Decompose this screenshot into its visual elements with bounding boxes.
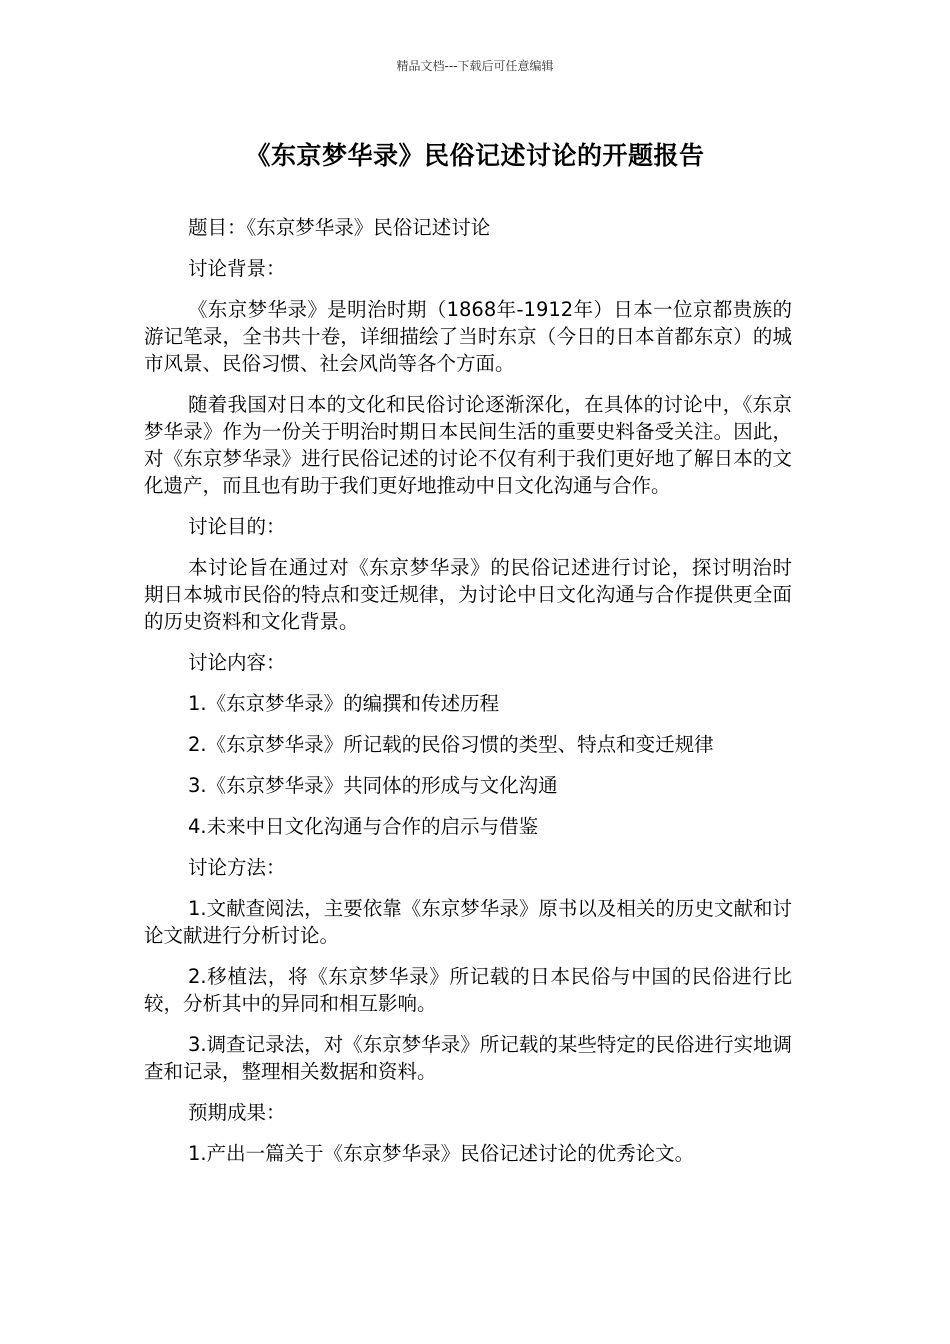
topic-line: 题目：《东京梦华录》民俗记述讨论 xyxy=(188,216,491,239)
method-item-2: 2.移植法，将《东京梦华录》所记载的日本民俗与中国的民俗进行比较，分析其中的异同和相互影响。 xyxy=(144,965,792,1015)
method-item-1: 1.文献查阅法，主要依靠《东京梦华录》原书以及相关的历史文献和讨论文献进行分析讨论。 xyxy=(144,897,792,947)
result-item-1: 1.产出一篇关于《东京梦华录》民俗记述讨论的优秀论文。 xyxy=(188,1142,695,1165)
header-note: 精品文档---下载后可任意编辑 xyxy=(396,59,554,73)
section-heading-background: 讨论背景： xyxy=(188,257,286,280)
content-item-3: 3.《东京梦华录》共同体的形成与文化沟通 xyxy=(188,774,558,797)
paragraph-purpose: 本讨论旨在通过对《东京梦华录》的民俗记述进行讨论，探讨明治时期日本城市民俗的特点和变迁规律，为讨论中日文化沟通与合作提供更全面的历史资料和文化背景。 xyxy=(144,556,792,633)
document-body xyxy=(144,214,792,1181)
content-item-4: 4.未来中日文化沟通与合作的启示与借鉴 xyxy=(188,815,539,838)
paragraph-background-1: 《东京梦华录》是明治时期（1868年-1912年）日本一位京都贵族的游记笔录，全书共十卷，详细描绘了当时东京（今日的日本首都东京）的城市风景、民俗习惯、社会风尚等各个方面。 xyxy=(144,298,792,375)
content-item-1: 1.《东京梦华录》的编撰和传述历程 xyxy=(188,692,500,715)
section-heading-content: 讨论内容： xyxy=(188,651,286,674)
section-heading-method: 讨论方法： xyxy=(188,856,286,879)
paragraph-background-2: 随着我国对日本的文化和民俗讨论逐渐深化，在具体的讨论中，《东京梦华录》作为一份关于明治时期日本民间生活的重要史料备受关注。因此，对《东京梦华录》进行民俗记述的讨论不仅有利于我们更好地了解日本的文化遗产，而且也有助于我们更好地推动中日文化沟通与合作。 xyxy=(144,393,792,497)
content-item-2: 2.《东京梦华录》所记载的民俗习惯的类型、特点和变迁规律 xyxy=(188,733,714,756)
method-item-3: 3.调查记录法，对《东京梦华录》所记载的某些特定的民俗进行实地调查和记录，整理相关数据和资料。 xyxy=(144,1033,792,1083)
section-heading-purpose: 讨论目的： xyxy=(188,515,286,538)
document-title: 《东京梦华录》民俗记述讨论的开题报告 xyxy=(245,141,705,170)
section-heading-results: 预期成果： xyxy=(188,1101,286,1124)
